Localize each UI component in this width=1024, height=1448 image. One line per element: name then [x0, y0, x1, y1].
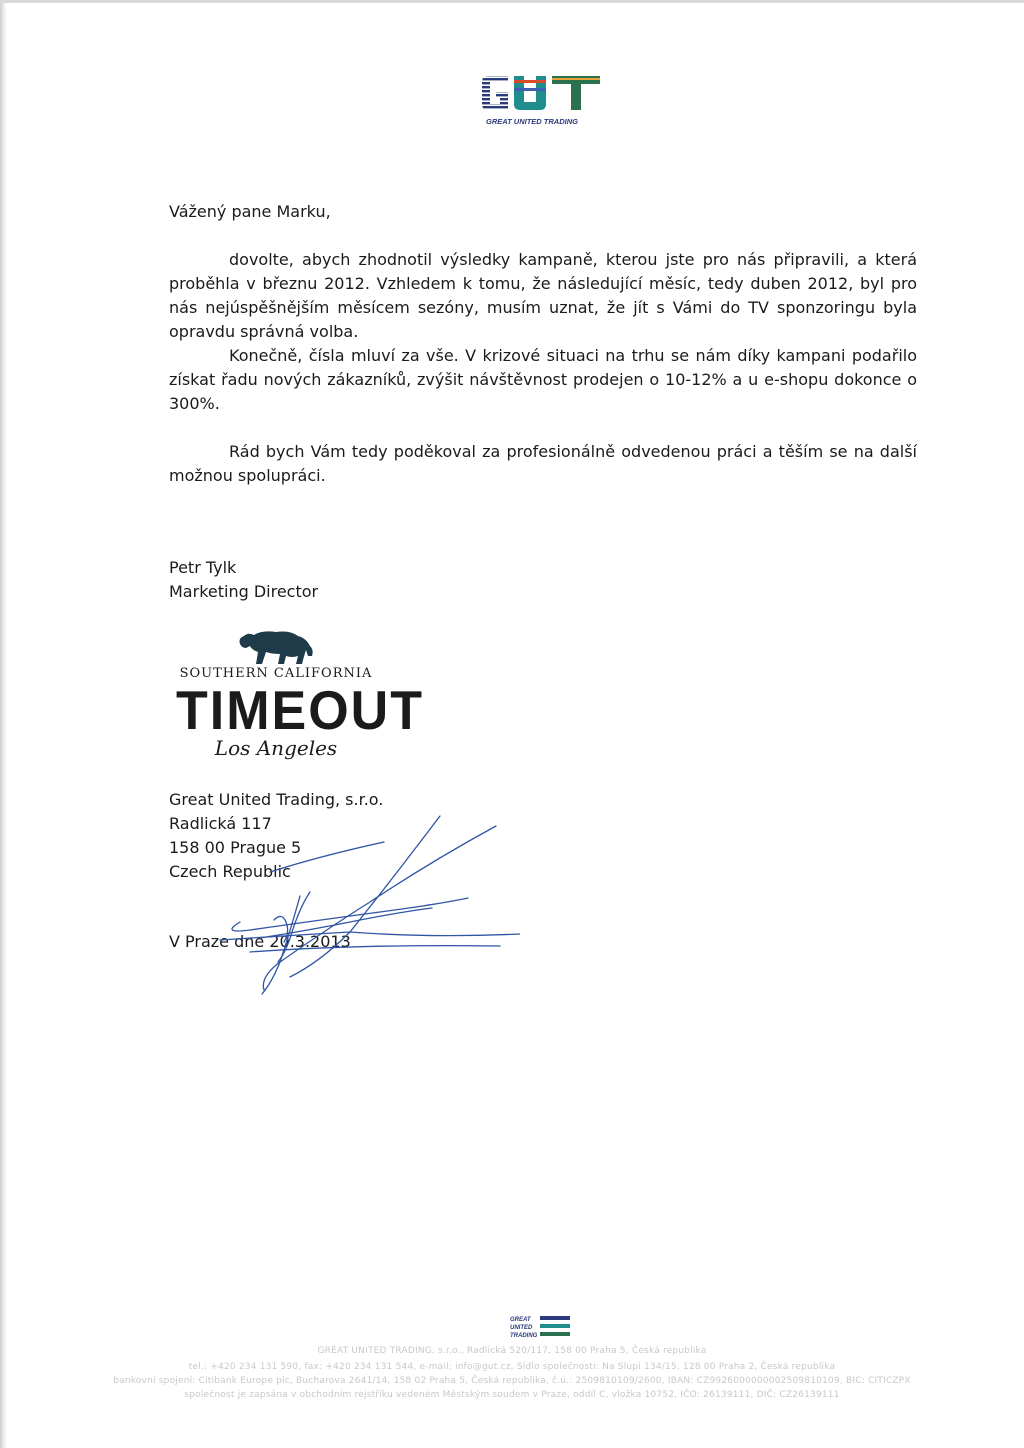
gut-logo-subtitle: GREAT UNITED TRADING: [486, 117, 578, 126]
gut-logo: [480, 70, 610, 130]
scan-edge-top: [0, 0, 1024, 3]
signer-name: Petr Tylk: [169, 558, 237, 577]
paragraph-3: Rád bych Vám tedy poděkoval za profesionálně odvedenou práci a těším se na další možnou spolupráci.: [169, 442, 917, 485]
footer-gut-logo: [510, 1314, 572, 1340]
address-country: Czech Republic: [169, 862, 291, 881]
footer-line-2: tel.: +420 234 131 590, fax: +420 234 131 544, e-mail: info@gut.cz, Sídlo společnosti: Na Slupi 134/15, 128 00 Praha 2, Česká republika: [188, 1362, 836, 1372]
brand-line-1: SOUTHERN CALIFORNIA: [179, 666, 373, 681]
footer-line-3: bankovní spojení: Citibank Europe plc, Bucharova 2641/14, 158 02 Praha 5, Česká republika, č.ú.: 2509810109/2600, IBAN: CZ9926000000002509810109, BIC: CITICZPX: [113, 1376, 911, 1386]
address-company: Great United Trading, s.r.o.: [169, 790, 384, 809]
brand-line-2: TIMEOUT: [176, 680, 424, 742]
address-city: 158 00 Prague 5: [169, 838, 302, 857]
scan-edge-left: [0, 0, 7, 1448]
footer-logo-line-1: GREAT: [510, 1317, 531, 1323]
footer-line-4: společnost je zapsána v obchodním rejstříku vedeném Městským soudem v Praze, oddíl C, vložka 10752, IČO: 26139111, DIČ: CZ26139111: [184, 1390, 840, 1400]
footer-logo-line-2: UNITED: [510, 1325, 533, 1331]
signer-title: Marketing Director: [169, 582, 319, 601]
paragraph-2: Konečně, čísla mluví za vše. V krizové situaci na trhu se nám díky kampani podařilo získat řadu nových zákazníků, zvýšit návštěvnost prodejen o 10-12% a u e-shopu dokonce o 300%.: [169, 346, 917, 413]
paragraph-1: dovolte, abych zhodnotil výsledky kampaně, kterou jste pro nás připravili, a která proběhla v březnu 2012. Vzhledem k tomu, že následující měsíc, tedy duben 2012, byl pro nás nejúspěšnějším měsícem sezóny, musím uznat, že jít s Vámi do TV sponzoringu byla opravdu správná volba.: [169, 250, 917, 341]
footer-line-1: GREAT UNITED TRADING, s.r.o., Radlická 520/117, 158 00 Praha 5, Česká republika: [317, 1346, 707, 1356]
timeout-logo: [176, 620, 424, 765]
bear-icon: [236, 626, 318, 666]
place-date: V Praze dne 20.3.2013: [169, 932, 351, 951]
salutation: Vážený pane Marku,: [169, 202, 331, 221]
address-street: Radlická 117: [169, 814, 272, 833]
gut-logo-mark-icon: [480, 70, 610, 130]
company-address: [169, 788, 917, 884]
brand-line-3: Los Angeles: [214, 736, 338, 760]
footer-logo-line-3: TRADING: [510, 1333, 538, 1339]
signer-block: [169, 556, 917, 604]
